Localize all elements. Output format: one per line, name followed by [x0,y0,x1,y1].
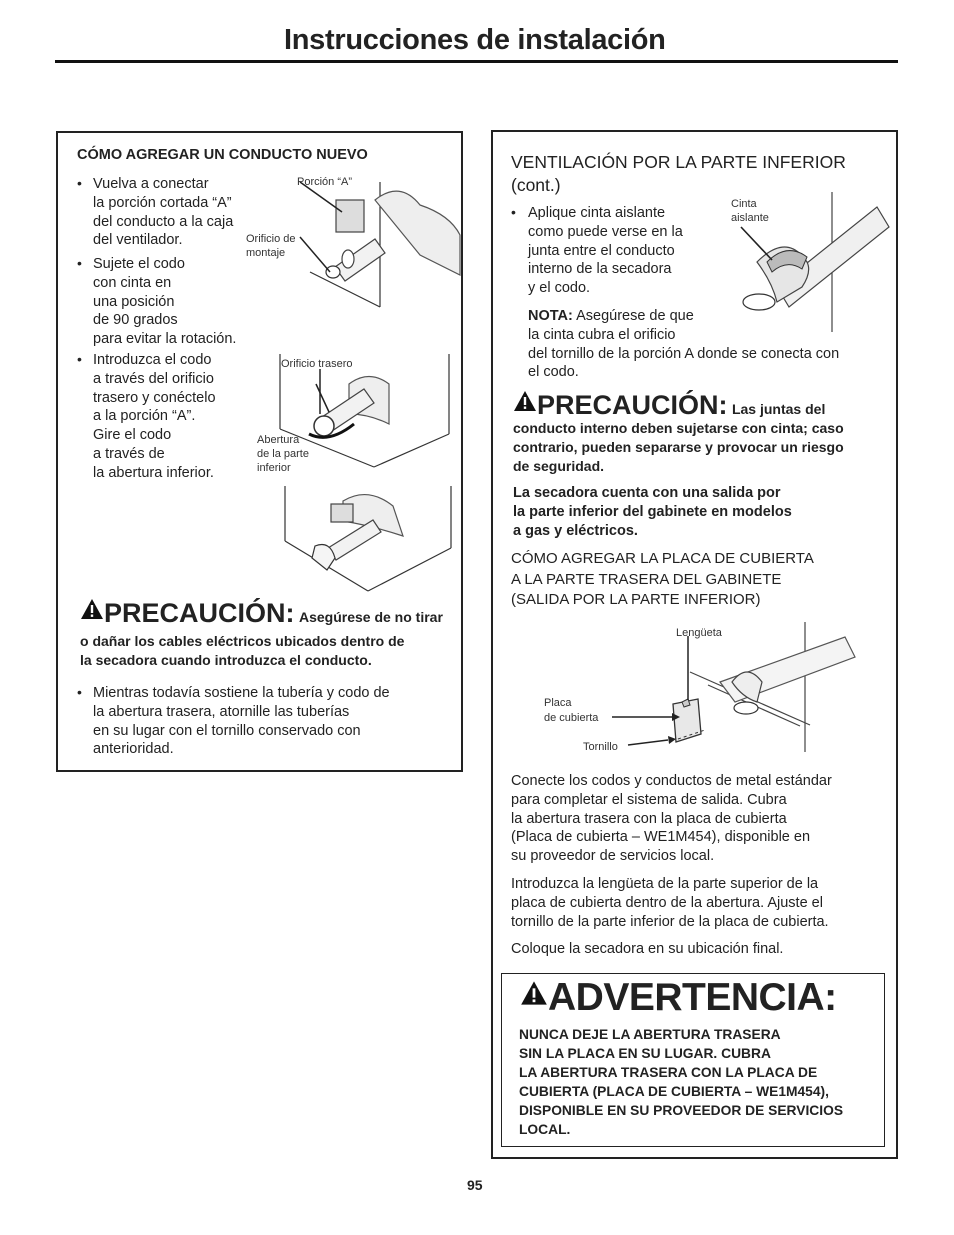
right-paragraph-3: Coloque la secadora en su ubicación final. [511,941,784,957]
title-divider [55,60,898,63]
bullet-dot: • [77,255,82,271]
label-porcion-a: Porción “A” [297,176,353,188]
left-final-bullet: Mientras todavía sostiene la tubería y codo de la abertura trasera, atornille las tuberías en su lugar con el tornillo conservado con anterioridad. [93,685,390,758]
label-orificio-trasero: Orificio trasero [281,358,353,370]
right-paragraph-2: Introduzca la lengüeta de la parte superior de la placa de cubierta dentro de la abertura. Ajuste el tornillo de la parte inferior de la placa de cubierta. [511,876,829,930]
left-bullet-2: Sujete el codo con cinta en una posición de 90 grados para evitar la rotación. [93,256,237,348]
right-precaution-text: conducto interno deben sujetarse con cinta; caso contrario, pueden separarse y provocar un riesgo de seguridad. [513,420,844,475]
cover-plate-heading: CÓMO AGREGAR LA PLACA DE CUBIERTA A LA PARTE TRASERA DEL GABINETE (SALIDA POR LA PARTE INFERIOR) [511,550,814,608]
svg-text:Placa: Placa [544,697,572,709]
left-precaution-text: o dañar los cables eléctricos ubicados dentro de la secadora cuando introduzca el conducto. [80,633,405,668]
left-precaution: PRECAUCIÓN: Asegúrese de no tirar [80,598,455,629]
svg-text:inferior: inferior [257,462,291,474]
right-paragraph-1: Conecte los codos y conductos de metal estándar para completar el sistema de salida. Cubra la abertura trasera con la placa de cubierta (Placa de cubierta – WE1M454), disponible en su proveedor de servicios local. [511,773,832,865]
svg-text:Orificio de: Orificio de [246,233,296,245]
warning-triangle-icon [520,980,548,1011]
svg-text:Tornillo: Tornillo [583,741,618,753]
bullet-dot: • [77,684,82,700]
duct-reconnect-diagram [240,172,462,312]
svg-text:montaje: montaje [246,247,286,259]
page-title: Instrucciones de instalación [284,24,666,56]
svg-text:de la parte: de la parte [257,448,309,460]
right-heading: VENTILACIÓN POR LA PARTE INFERIOR (cont.) [511,152,846,195]
tape-joint-diagram [727,192,892,337]
left-heading: CÓMO AGREGAR UN CONDUCTO NUEVO [77,147,368,163]
cover-plate-diagram [540,622,890,757]
svg-text:de cubierta: de cubierta [544,712,599,724]
left-bullet-1: Vuelva a conectar la porción cortada “A” del conducto a la caja del ventilador. [93,176,234,249]
bullet-dot: • [77,351,82,367]
right-nota: NOTA: Asegúrese de que la cinta cubra el orificio del tornillo de la porción A donde se conecta con el codo. [528,308,840,381]
left-bullet-3: Introduzca el codo a través del orificio trasero y conéctelo a la porción “A”. Gire el codo a través de la abertura inferior. [93,352,216,481]
elbow-insert-diagram [254,354,454,474]
right-precaution: PRECAUCIÓN: Las juntas del [513,390,893,421]
elbow-through-opening-diagram [283,486,455,594]
warning-triangle-icon [513,390,537,417]
right-bullet-tape: Aplique cinta aislante como puede verse en la junta entre el conducto interno de la secadora y el codo. [528,205,683,297]
bottom-exhaust-note: La secadora cuenta con una salida por la parte inferior del gabinete en modelos a gas y eléctricos. [513,485,792,539]
svg-text:Abertura: Abertura [257,434,300,446]
warning-text: NUNCA DEJE LA ABERTURA TRASERA SIN LA PLACA EN SU LUGAR. CUBRA LA ABERTURA TRASERA CON LA PLACA DE CUBIERTA (PLACA DE CUBIERTA – WE1M454), DISPONIBLE EN SU PROVEEDOR DE SERVICIOS LOCAL. [519,1027,844,1137]
svg-text:aislante: aislante [731,212,769,224]
warning-triangle-icon [80,598,104,625]
svg-text:Lengüeta: Lengüeta [676,627,722,639]
bullet-dot: • [77,175,82,191]
svg-text:Cinta: Cinta [731,198,757,210]
warning-header: ADVERTENCIA: [520,976,837,1020]
page-number: 95 [467,1177,483,1193]
bullet-dot: • [511,204,516,220]
